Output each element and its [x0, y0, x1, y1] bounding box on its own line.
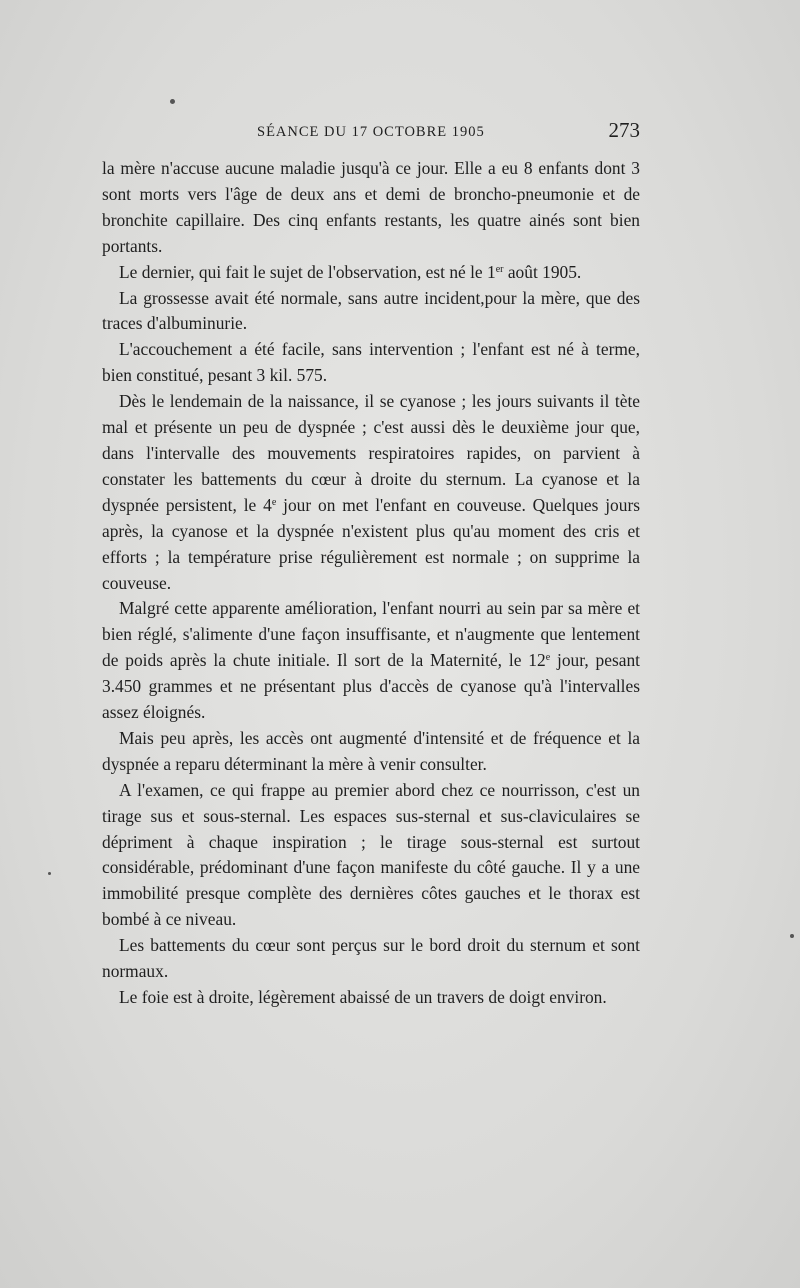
paragraph [102, 596, 640, 726]
paragraph [102, 933, 640, 985]
superscript: er [495, 263, 504, 275]
paragraph-text: La grossesse avait été normale, sans autre incident,pour la mère, que des traces d'albuminurie. [102, 287, 640, 334]
paragraph-text: A l'examen, ce qui frappe au premier abord chez ce nourrisson, c'est un tirage sus et sous-sternal. Les espaces sus-sternal et sus-claviculaires se dépriment à chaque inspiration ; le tirage sous-sternal est surtout considérable, prédominant d'une façon manifeste du côté gauche. Il y a une immobilité presque complète des dernières côtes gauches et le thorax est bombé à ce niveau. [102, 779, 640, 930]
superscript: e [545, 652, 551, 664]
page-number: 273 [608, 118, 640, 142]
superscript: e [271, 496, 277, 508]
paragraph [102, 778, 640, 933]
paragraph-text: Malgré cette apparente amélioration, l'enfant nourri au sein par sa mère et bien réglé, s'alimente d'une façon insuffisante, et n'augmente que lentement de poids après la chute initiale. Il sort de la Maternité, le 12 [102, 598, 640, 671]
running-title: SÉANCE DU 17 OCTOBRE 1905 [257, 124, 485, 140]
paragraph-text: août 1905. [503, 261, 582, 282]
paragraph [102, 726, 640, 778]
paragraph-text: Les battements du cœur sont perçus sur le bord droit du sternum et sont normaux. [102, 935, 640, 982]
paragraph-text: Dès le lendemain de la naissance, il se cyanose ; les jours suivants il tète mal et présente un peu de dyspnée ; c'est aussi dès le deuxième jour que, dans l'intervalle des mouvements respiratoires rapides, on parvient à constater les battements du cœur à droite du sternum. La cyanose et la dyspnée persistent, le 4 [102, 391, 640, 515]
paragraph [102, 260, 640, 286]
print-speck [790, 934, 794, 938]
paragraph-text: la mère n'accuse aucune maladie jusqu'à ce jour. Elle a eu 8 enfants dont 3 sont morts vers l'âge de deux ans et demi de broncho-pneumonie et de bronchite capillaire. Des cinq enfants restants, les quatre ainés sont bien portants. [102, 158, 640, 256]
page-header [102, 118, 640, 152]
paragraph [102, 156, 640, 260]
print-speck [48, 872, 51, 875]
paragraph-text: Le dernier, qui fait le sujet de l'observation, est né le 1 [119, 261, 496, 282]
paragraph [102, 389, 640, 596]
print-speck [170, 99, 175, 104]
paragraph-text: Mais peu après, les accès ont augmenté d'intensité et de fréquence et la dyspnée a reparu déterminant la mère à venir consulter. [102, 727, 640, 774]
paragraph-text: jour, pesant 3.450 grammes et ne présentant plus d'accès de cyanose qu'à l'intervalles assez éloignés. [102, 650, 640, 723]
paragraph [102, 337, 640, 389]
paragraph [102, 985, 640, 1011]
paragraph-text: L'accouchement a été facile, sans intervention ; l'enfant est né à terme, bien constitué, pesant 3 kil. 575. [102, 339, 640, 386]
paragraph-text: Le foie est à droite, légèrement abaissé de un travers de doigt environ. [119, 987, 607, 1007]
body-text [102, 156, 640, 1011]
paragraph [102, 286, 640, 338]
paragraph-text: jour on met l'enfant en couveuse. Quelques jours après, la cyanose et la dyspnée n'existent plus qu'au moment des cris et efforts ; la température prise régulièrement est normale ; on supprime la couveuse. [102, 494, 641, 593]
